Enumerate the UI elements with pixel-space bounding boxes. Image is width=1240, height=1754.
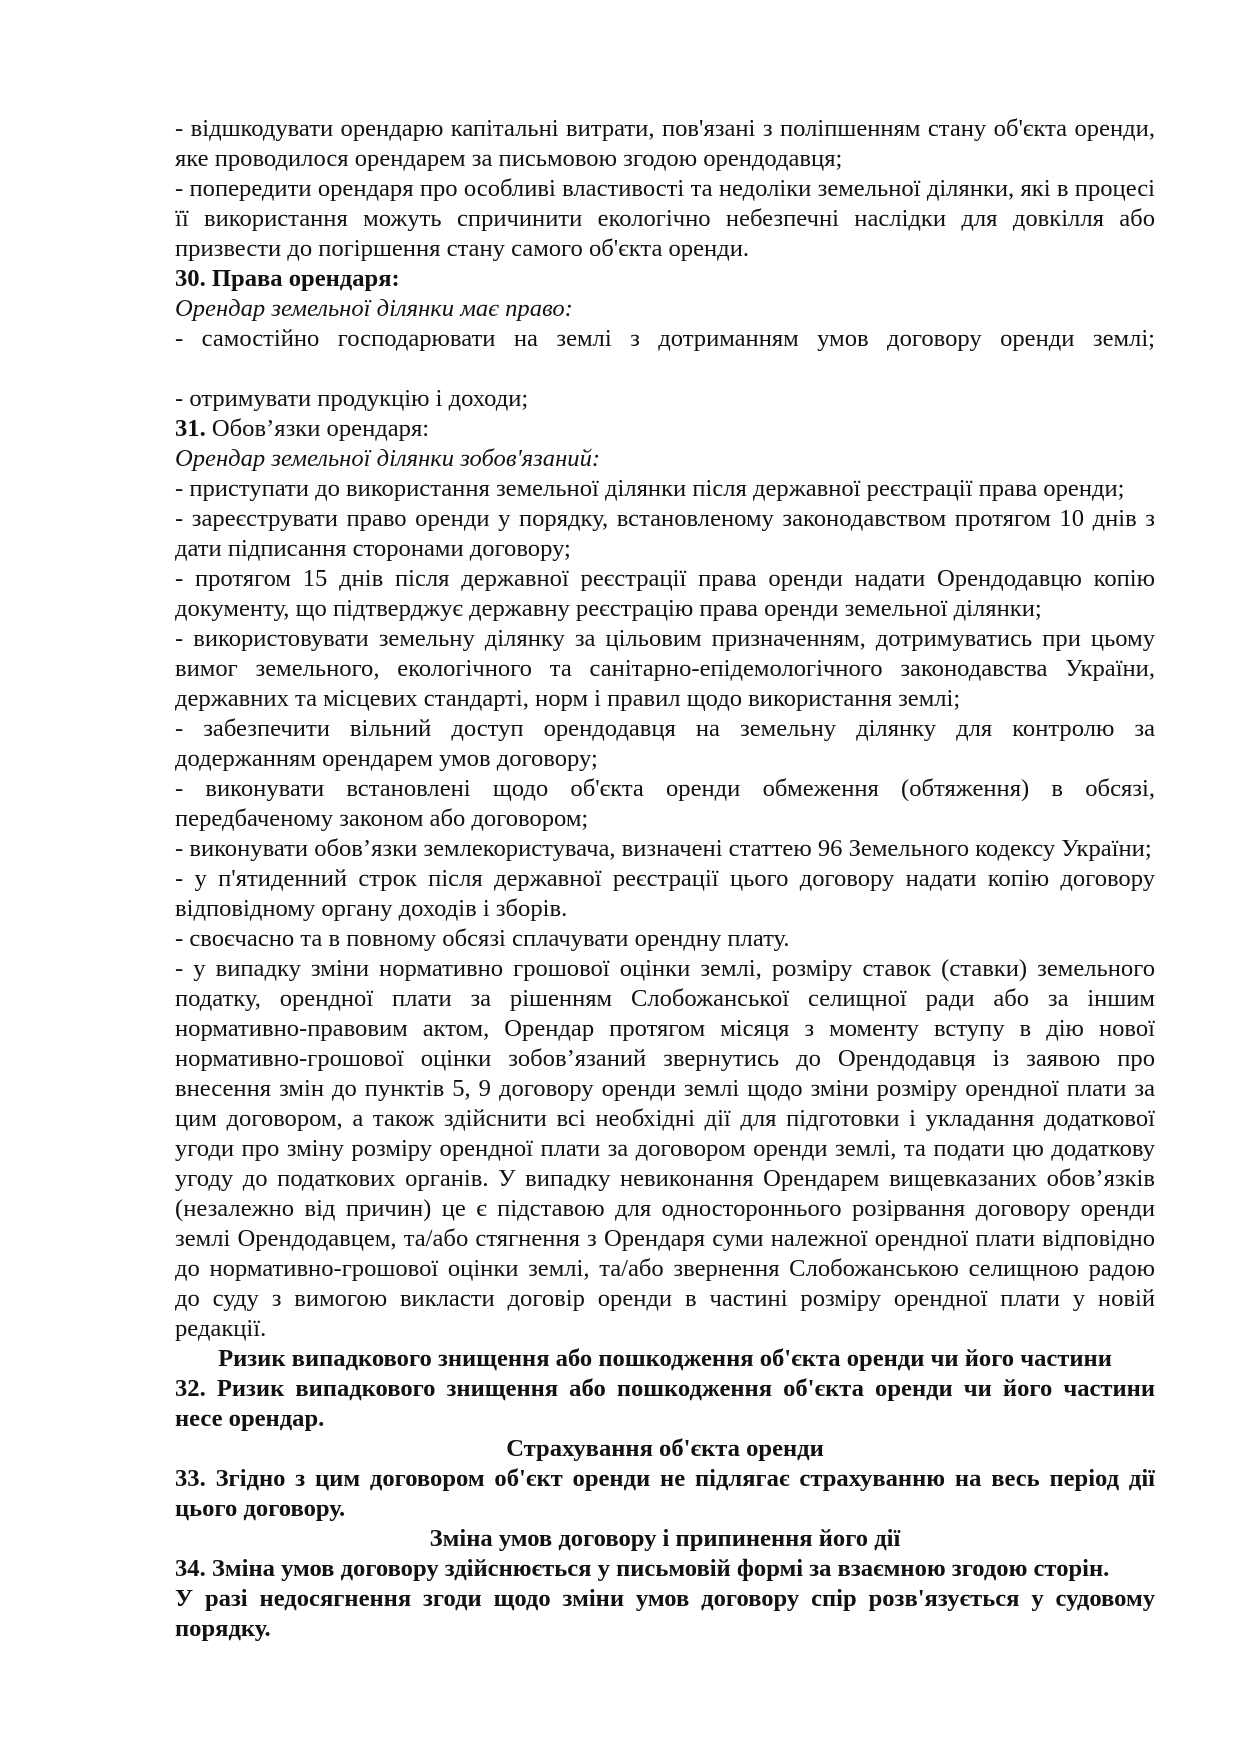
document-page	[175, 114, 1155, 1644]
section-30-lead: Орендар земельної ділянки має право:	[175, 295, 573, 322]
section-32-text: Ризик випадкового знищення або пошкодження об'єкта оренди чи його частини несе орендар.	[175, 1375, 1155, 1432]
section-31-item-a: - приступати до використання земельної ділянки після державної реєстрації права оренди;	[175, 475, 1125, 502]
section-30-title: Права орендаря:	[205, 265, 400, 292]
section-31-item-b: - зареєструвати право оренди у порядку, встановленому законодавством протягом 10 днів з дати підписання сторонами договору;	[175, 505, 1155, 562]
section-31-item-i: - своєчасно та в повному обсязі сплачувати орендну плату.	[175, 925, 790, 952]
section-31-item-h: - у п'ятиденний строк після державної реєстрації цього договору надати копію договору відповідному органу доходів і зборів.	[175, 865, 1155, 922]
section-30-item-b: - отримувати продукцію і доходи;	[175, 385, 529, 412]
section-33-number: 33.	[175, 1465, 206, 1492]
section-30-heading	[175, 264, 1155, 294]
section-31-item-f: - виконувати встановлені щодо об'єкта оренди обмеження (обтяження) в обсязі, передбаченому законом або договором;	[175, 775, 1155, 832]
section-31-item-e: - забезпечити вільний доступ орендодавця на земельну ділянку для контролю за додержанням орендарем умов договору;	[175, 715, 1155, 772]
section-31-title: Обов’язки орендаря:	[205, 415, 430, 442]
paragraph-warn-tenant: - попередити орендаря про особливі властивості та недоліки земельної ділянки, які в процесі її використання можуть спричинити екологічно небезпечні наслідки для довкілля або призвести до погіршення стану самого об'єкта оренди.	[175, 175, 1155, 262]
section-33-text: Згідно з цим договором об'єкт оренди не підлягає страхуванню на весь період дії цього договору.	[175, 1465, 1155, 1522]
section-34-dispute: У разі недосягнення згоди щодо зміни умов договору спір розв'язується у судовому порядку.	[175, 1585, 1155, 1642]
section-32-number: 32.	[175, 1375, 206, 1402]
section-31-item-j: - у випадку зміни нормативно грошової оцінки землі, розміру ставок (ставки) земельного податку, орендної плати за рішенням Слобожанської селищної ради або за іншим нормативно-правовим актом, Орендар протягом місяця з моменту вступу в дію нової нормативно-грошової оцінки зобов’язаний звернутись до Орендодавця із заявою про внесення змін до пунктів 5, 9 договору оренди землі щодо зміни розміру орендної плати за цим договором, а також здійснити всі необхідні дії для підготовки і укладання додаткової угоди про зміну розміру орендної плати за договором оренди землі, та подати цю додаткову угоду до податкових органів. У випадку невиконання Орендарем вищевказаних обов’язків (незалежно від причин) це є підставою для одностороннього розірвання договору оренди землі Орендодавцем, та/або стягнення з Орендаря суми належної орендної плати відповідно до нормативно-грошової оцінки землі, та/або звернення Слобожанською селищною радою до суду з вимогою викласти договір оренди в частині розміру орендної плати у новій редакції.	[175, 955, 1155, 1342]
risk-heading: Ризик випадкового знищення або пошкодження об'єкта оренди чи його частини	[218, 1345, 1112, 1372]
blank-line	[175, 354, 1155, 384]
section-31-item-c: - протягом 15 днів після державної реєстрації права оренди надати Орендодавцю копію документу, що підтверджує державну реєстрацію права оренди земельної ділянки;	[175, 565, 1155, 622]
section-31-heading	[175, 414, 1155, 444]
section-31-lead: Орендар земельної ділянки зобов'язаний:	[175, 445, 601, 472]
section-34-paragraph	[175, 1554, 1155, 1584]
section-31-number: 31.	[175, 415, 206, 442]
section-32-paragraph	[175, 1374, 1155, 1434]
section-34-number: 34.	[175, 1555, 206, 1582]
section-31-item-g: - виконувати обов’язки землекористувача, визначені статтею 96 Земельного кодексу України;	[175, 835, 1152, 862]
insurance-heading: Страхування об'єкта оренди	[506, 1435, 824, 1462]
section-30-number: 30.	[175, 265, 206, 292]
paragraph-compensate-costs: - відшкодувати орендарю капітальні витрати, пов'язані з поліпшенням стану об'єкта оренди, яке проводилося орендарем за письмовою згодою орендодавця;	[175, 115, 1155, 172]
section-33-paragraph	[175, 1464, 1155, 1524]
section-31-item-d: - використовувати земельну ділянку за цільовим призначенням, дотримуватись при цьому вимог земельного, екологічного та санітарно-епідемологічного законодавства України, державних та місцевих стандарті, норм і правил щодо використання землі;	[175, 625, 1155, 712]
section-34-text: Зміна умов договору здійснюється у письмовій формі за взаємною згодою сторін.	[205, 1555, 1110, 1582]
section-30-item-a: - самостійно господарювати на землі з дотриманням умов договору оренди землі;	[175, 325, 1155, 352]
change-terms-heading: Зміна умов договору і припинення його дії	[429, 1525, 901, 1552]
